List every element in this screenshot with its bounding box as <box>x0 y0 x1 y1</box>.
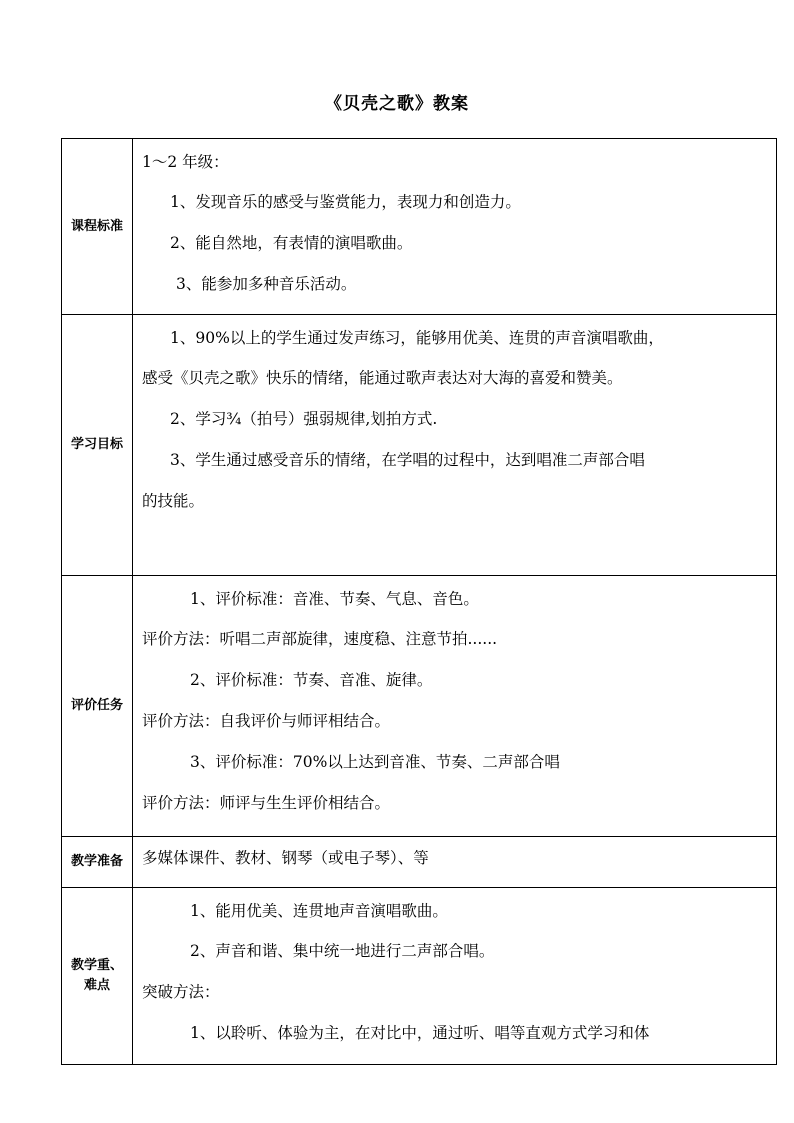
content-line: 评价方法：听唱二声部旋律，速度稳、注意节拍...... <box>142 630 498 648</box>
row-label-learning-objectives: 学习目标 <box>62 315 133 576</box>
content-line: 3、能参加多种音乐活动。 <box>176 275 357 293</box>
content-line: 2、能自然地，有表情的演唱歌曲。 <box>170 234 413 252</box>
content-line: 3、评价标准：70%以上达到音准、节奏、二声部合唱 <box>190 753 560 771</box>
row-content-teaching-preparation <box>133 837 777 888</box>
content-line: 评价方法：自我评价与师评相结合。 <box>142 712 391 730</box>
row-content-key-difficult-points <box>133 888 777 1065</box>
lesson-plan-table <box>61 138 777 1065</box>
row-label-line: 教学重、 <box>70 958 123 973</box>
content-line: 2、学习¾（拍号）强弱规律,划拍方式. <box>170 410 438 428</box>
content-line: 的技能。 <box>142 492 205 510</box>
row-label-curriculum-standard: 课程标准 <box>62 139 133 315</box>
content-line: 1、90%以上的学生通过发声练习，能够用优美、连贯的声音演唱歌曲， <box>170 329 664 347</box>
row-label-teaching-preparation: 教学准备 <box>62 837 133 888</box>
row-label-assessment-tasks: 评价任务 <box>62 576 133 837</box>
row-label-key-difficult-points <box>62 888 133 1065</box>
row-label-line: 难点 <box>83 978 110 993</box>
content-line: 评价方法：师评与生生评价相结合。 <box>142 794 391 812</box>
content-line: 1、评价标准：音准、节奏、气息、音色。 <box>190 590 479 608</box>
table-row <box>62 576 777 837</box>
table-row <box>62 139 777 315</box>
table-row <box>62 837 777 888</box>
row-content-curriculum-standard <box>133 139 777 315</box>
content-line: 1、能用优美、连贯地声音演唱歌曲。 <box>190 902 448 920</box>
table-row <box>62 888 777 1065</box>
content-line: 感受《贝壳之歌》快乐的情绪，能通过歌声表达对大海的喜爱和赞美。 <box>142 369 623 387</box>
content-line: 多媒体课件、教材、钢琴（或电子琴）、等 <box>142 849 429 867</box>
row-content-learning-objectives <box>133 315 777 576</box>
content-line: 1、以聆听、体验为主，在对比中，通过听、唱等直观方式学习和体 <box>190 1024 650 1042</box>
content-line: 突破方法： <box>142 983 220 1001</box>
table-row <box>62 315 777 576</box>
content-line: 2、评价标准：节奏、音准、旋律。 <box>190 671 433 689</box>
content-line: 1、发现音乐的感受与鉴赏能力，表现力和创造力。 <box>170 193 521 211</box>
document-title: 《贝壳之歌》教案 <box>325 94 469 114</box>
content-line: 1～2 年级： <box>142 153 229 171</box>
content-line: 3、学生通过感受音乐的情绪，在学唱的过程中，达到唱准二声部合唱 <box>170 451 645 469</box>
content-line: 2、声音和谐、集中统一地进行二声部合唱。 <box>190 942 495 960</box>
row-content-assessment-tasks <box>133 576 777 837</box>
